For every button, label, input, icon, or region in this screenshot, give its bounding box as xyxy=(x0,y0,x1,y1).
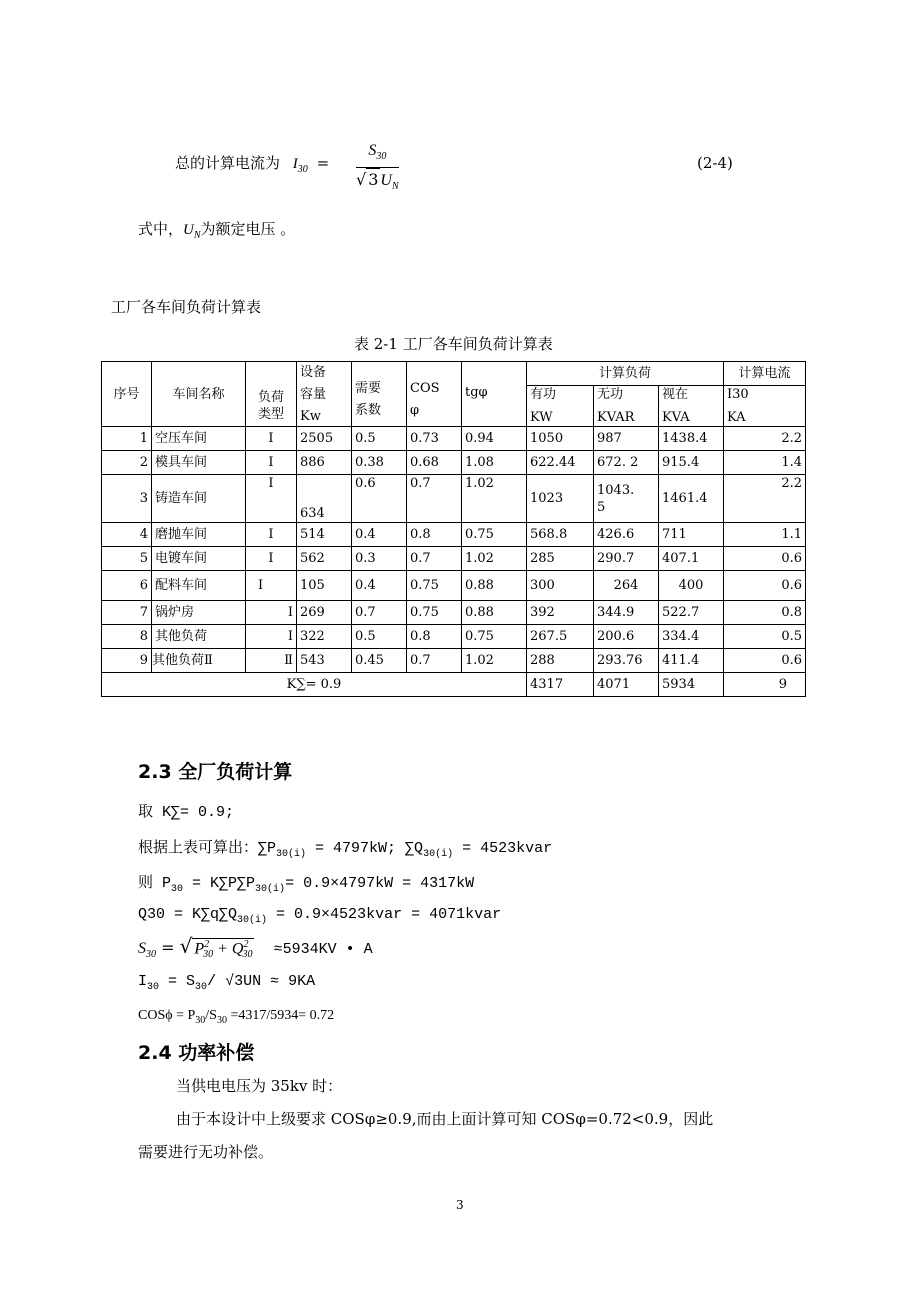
table-row: 2 模具车间 I 886 0.38 0.68 1.08 622.44 672. 2 915.4 1.4 xyxy=(102,451,806,475)
total-label: K∑= 0.9 xyxy=(102,673,527,697)
header-q: 无功 KVAR xyxy=(594,386,659,427)
formula-lead: 总的计算电流为 xyxy=(175,154,281,172)
section-2-4-para-2-line-1: 由于本设计中上级要求 COSφ≥0.9,而由上面计算可知 COSφ=0.72<0.9，因此 xyxy=(176,1110,714,1128)
table-caption: 表 2-1 工厂各车间负荷计算表 xyxy=(354,335,553,353)
table-row: 9 其他负荷Ⅱ Ⅱ 543 0.45 0.7 1.02 288 293.76 411.4 0.6 xyxy=(102,649,806,673)
where-line: 式中，$U_N$为额定电压 。 xyxy=(138,220,296,241)
calc-line-1: 取 K∑= 0.9; xyxy=(138,804,235,821)
header-calc-load: 计算负荷 xyxy=(527,362,724,386)
calc-line-6: $I_{30} = S_{30}/$ √3UN ≈ 9KA xyxy=(138,973,316,993)
header-type: 负荷 类型 xyxy=(246,362,297,427)
table-caption-left: 工厂各车间负荷计算表 xyxy=(111,298,262,316)
table-row: 3 铸造车间 I 634 0.6 0.7 1.02 1023 1043. 5 1461.4 2.2 xyxy=(102,475,806,523)
table-row: 5 电镀车间 I 562 0.3 0.7 1.02 285 290.7 407.1 0.6 xyxy=(102,547,806,571)
header-capacity: 设备 容量 Kw xyxy=(297,362,352,427)
header-seq: 序号 xyxy=(102,362,152,427)
table-row: 7 锅炉房 I 269 0.7 0.75 0.88 392 344.9 522.7 0.8 xyxy=(102,601,806,625)
section-2-3-title: 2.3 全厂负荷计算 xyxy=(138,761,293,783)
table-row: 6 配料车间 I 105 0.4 0.75 0.88 300 264 400 0.6 xyxy=(102,571,806,601)
header-p: 有功 KW xyxy=(527,386,594,427)
calc-line-7: $COS\phi = P_{30}/S_{30} =4317/5934= 0.72$ xyxy=(138,1008,335,1026)
header-calc-current: 计算电流 xyxy=(724,362,806,386)
formula-eq: = xyxy=(316,154,330,172)
header-name: 车间名称 xyxy=(152,362,246,427)
header-i: I30 KA xyxy=(724,386,806,427)
table-row: 4 磨抛车间 I 514 0.4 0.8 0.75 568.8 426.6 711 1.1 xyxy=(102,523,806,547)
calc-line-5: $S_{30}$ = √ $P^2_{30} + Q^2_{30} \approx 5934KV$ • A xyxy=(138,934,373,961)
calc-line-3: 则 $P_{30} = K\sum P\sum P_{30(i)}= 0.9\times 4797kW = 4317kW$ xyxy=(138,875,475,895)
fraction-numerator: $S_{30}$ xyxy=(356,141,399,168)
table-row: 8 其他负荷 I 322 0.5 0.8 0.75 267.5 200.6 334.4 0.5 xyxy=(102,625,806,649)
section-2-4-para-1: 当供电电压为 35kv 时： xyxy=(176,1077,343,1095)
header-demand-factor: 需要 系数 xyxy=(352,362,407,427)
formula-lhs: $I_{30}$ xyxy=(292,156,308,175)
formula-2-4 xyxy=(175,152,333,175)
table-total-row: K∑= 0.9 4317 4071 5934 9 xyxy=(102,673,806,697)
header-s: 视在 KVA xyxy=(659,386,724,427)
fraction-denominator: √ 3 $U_N$ xyxy=(356,170,399,193)
table-row: 1 空压车间 I 2505 0.5 0.73 0.94 1050 987 1438.4 2.2 xyxy=(102,427,806,451)
page-number: 3 xyxy=(456,1198,464,1212)
calc-line-4: $Q30 = K\sum q\sum Q_{30(i)}$ = 0.9×4523kvar = 4071kvar xyxy=(138,906,502,926)
load-calc-table xyxy=(101,361,806,697)
header-cos: COS φ xyxy=(407,362,462,427)
section-2-4-para-2-line-2: 需要进行无功补偿。 xyxy=(138,1143,274,1161)
section-2-4-title: 2.4 功率补偿 xyxy=(138,1042,255,1064)
header-tg: tgφ xyxy=(462,362,527,427)
equation-number: (2-4) xyxy=(697,154,733,172)
formula-fraction xyxy=(356,141,399,198)
calc-line-2: 根据上表可算出：$\sum P_{30(i)} = 4797kW$; $\sum Q_{30(i)}$ = 4523kvar xyxy=(138,840,553,860)
